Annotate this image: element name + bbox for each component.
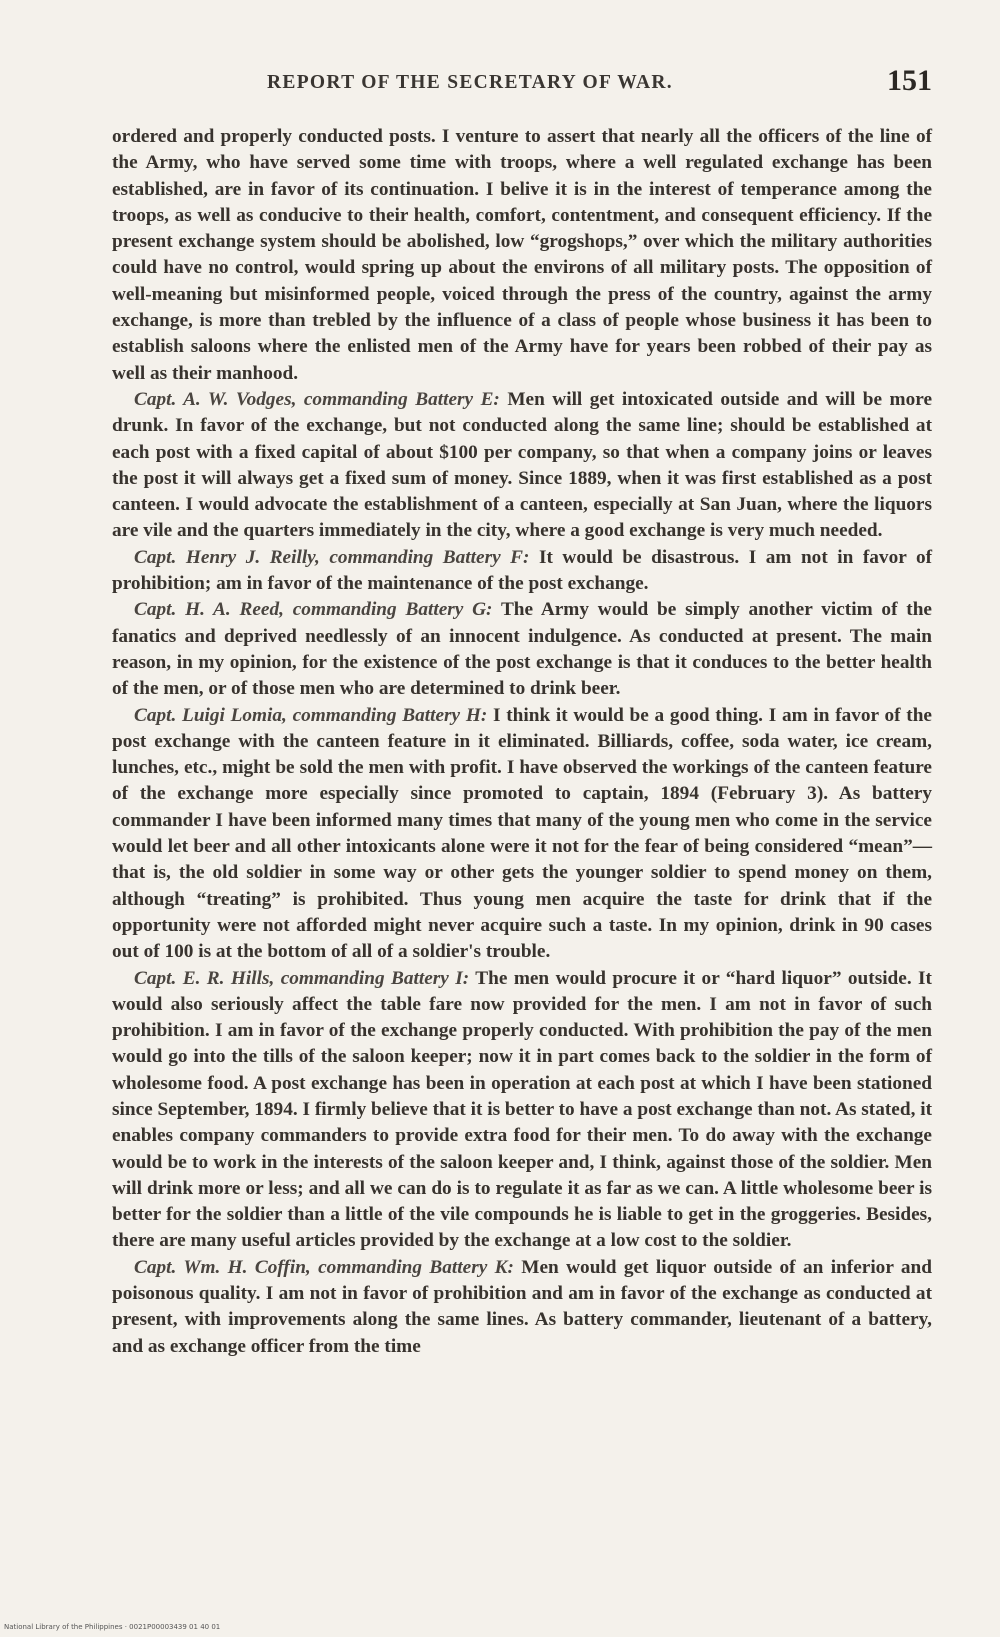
paragraph-text: The Army would be simply another victim of the fanatics and deprived needlessly of an innocent indulgence. As conducted at present. The main reason, in my opinion, for the existence of the post exchange is that it conduces to the better health of the men, or of those men who are determined to drink beer.	[112, 599, 932, 700]
speaker-name: Capt. E. R. Hills, commanding Battery I:	[134, 967, 470, 989]
paragraph-vodges	[112, 387, 932, 545]
paragraph-lomia	[112, 703, 932, 966]
paragraph-continuation	[112, 124, 932, 387]
paragraph-text: It would be disastrous. I am not in favor of prohibition; am in favor of the maintenance of the post exchange.	[112, 546, 932, 595]
paragraph-reed	[112, 597, 932, 702]
paragraph-text: The men would procure it or “hard liquor” outside. It would also seriously affect the table fare now provided for the men. I am not in favor of such prohibition. I am in favor of the exchange properly conducted. With prohibition the pay of the men would go into the tills of the saloon keeper; now it in part comes back to the soldier in the form of wholesome food. A post exchange has been in operation at each post at which I have been stationed since September, 1894. I firmly believe that it is better to have a post exchange than not. As stated, it enables company commanders to provide extra food for their men. To do away with the exchange would be to work in the interests of the saloon keeper and, I think, against those of the soldier. Men will drink more or less; and all we can do is to regulate it as far as we can. A little wholesome beer is better for the soldier than a little of the vile compounds he is liable to get in the groggeries. Besides, there are many useful articles provided by the exchange at a low cost to the soldier.	[112, 967, 932, 1252]
scan-credit: National Library of the Philippines · 0021P00003439 01 40 01	[4, 1623, 221, 1631]
speaker-name: Capt. Henry J. Reilly, commanding Battery F:	[134, 546, 530, 568]
body-text	[112, 124, 932, 1360]
paragraph-text: ordered and properly conducted posts. I venture to assert that nearly all the officers of the line of the Army, who have served some time with troops, where a well regulated exchange has been established, are in favor of its continuation. I belive it is in the interest of temperance among the troops, as well as conducive to their health, comfort, contentment, and consequent efficiency. If the present exchange system should be abolished, low “grogshops,” over which the military authorities could have no control, would spring up about the environs of all military posts. The opposition of well-meaning but misinformed people, voiced through the press of the country, against the army exchange, is more than trebled by the influence of a class of people whose business it has been to establish saloons where the enlisted men of the Army have for years been robbed of their pay as well as their manhood.	[112, 126, 932, 384]
paragraph-coffin	[112, 1255, 932, 1360]
page-number: 151	[887, 64, 932, 97]
running-head: REPORT OF THE SECRETARY OF WAR.	[267, 72, 673, 93]
speaker-name: Capt. H. A. Reed, commanding Battery G:	[134, 599, 493, 621]
paragraph-text: Men would get liquor outside of an inferior and poisonous quality. I am not in favor of prohibition and am in favor of the exchange as conducted at present, with improvements along the same lines. As battery commander, lieutenant of a battery, and as exchange officer from the time	[112, 1256, 932, 1357]
paragraph-text: I think it would be a good thing. I am in favor of the post exchange with the canteen feature in it eliminated. Billiards, coffee, soda water, ice cream, lunches, etc., might be sold the men with profit. I have observed the workings of the canteen feature of the exchange more especially since promoted to captain, 1894 (February 3). As battery commander I have been informed many times that many of the young men who come in the service would let beer and all other intoxicants alone were it not for the fear of being considered “mean”—that is, the old soldier in some way or other gets the younger soldier to spend money on them, although “treating” is prohibited. Thus young men acquire the taste for drink that if the opportunity were not afforded might never acquire such a taste. In my opinion, drink in 90 cases out of 100 is at the bottom of all of a soldier's trouble.	[112, 704, 932, 963]
page-header	[112, 66, 932, 106]
speaker-name: Capt. Wm. H. Coffin, commanding Battery K:	[134, 1256, 514, 1278]
paragraph-text: Men will get intoxicated outside and will be more drunk. In favor of the exchange, but not conducted along the same line; should be established at each post with a fixed capital of about $100 per company, so that when a company joins or leaves the post it will always get a fixed sum of money. Since 1889, when it was first established as a post canteen. I would advocate the establishment of a canteen, especially at San Juan, where the liquors are vile and the quarters immediately in the city, where a good exchange is very much needed.	[112, 388, 933, 542]
paragraph-hills	[112, 966, 932, 1255]
speaker-name: Capt. A. W. Vodges, commanding Battery E:	[134, 388, 500, 410]
speaker-name: Capt. Luigi Lomia, commanding Battery H:	[134, 704, 488, 726]
paragraph-reilly	[112, 545, 932, 598]
